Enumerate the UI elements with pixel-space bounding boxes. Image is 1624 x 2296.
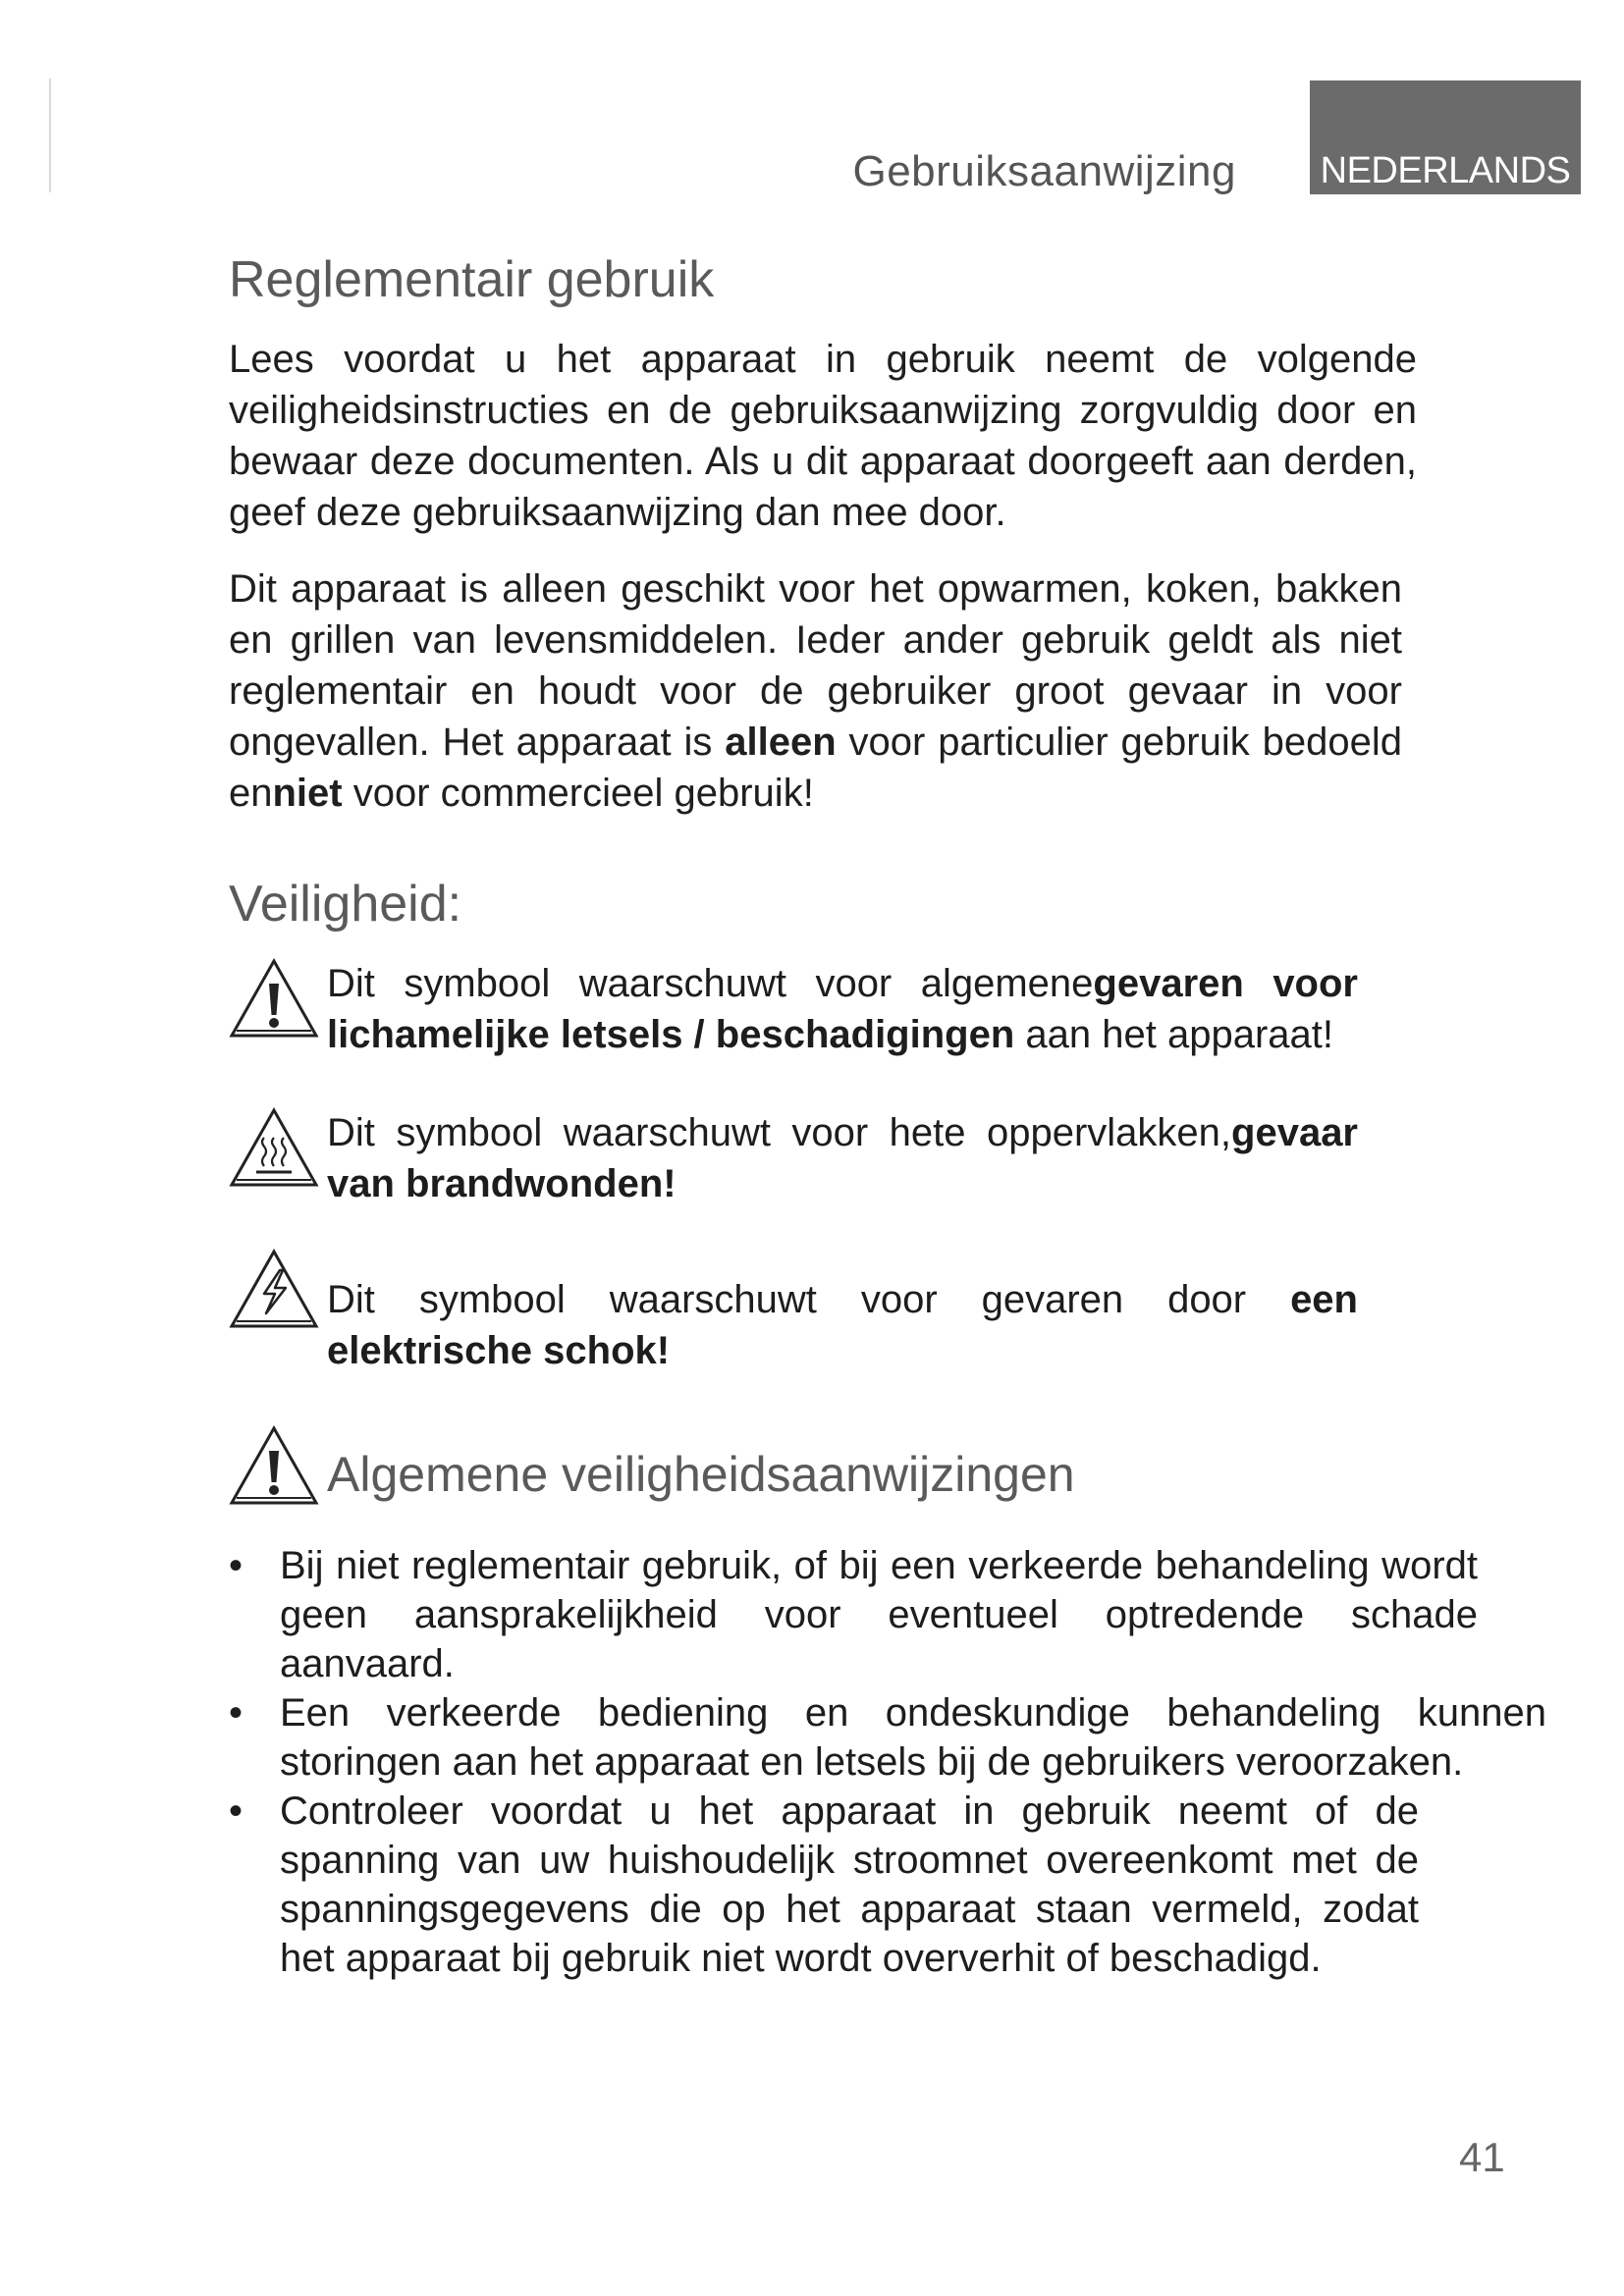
usage-text-1: Dit apparaat is alleen geschikt voor het opwarmen, koken, bakken en grillen van levensmiddelen. Ieder ander gebruik geldt als niet reglementair en houdt voor de gebruiker groot gevaar in voor ongevallen. Het apparaat is: [229, 567, 1402, 764]
warning-exclamation-icon: [229, 958, 319, 1039]
bullet-text: Bij niet reglementair gebruik, of bij een verkeerde behandeling wordt geen aansprakelijkheid voor eventueel optredende schade aanvaard.: [280, 1544, 1478, 1685]
bullet-item: [229, 1787, 1419, 1983]
usage-text-3: voor commercieel gebruik!: [342, 772, 814, 815]
general-safety-header: [229, 1425, 1407, 1514]
safety-bullet-list: [229, 1541, 1546, 1983]
symbol-hot-desc: Dit symbool waarschuwt voor hete oppervlakken,: [327, 1111, 1232, 1154]
language-tab-label: NEDERLANDS: [1320, 150, 1571, 191]
symbol-hot-text: [327, 1107, 1358, 1209]
symbol-electric-text: [327, 1274, 1358, 1376]
symbol-electric-bold: een elektrische schok!: [327, 1278, 1358, 1372]
language-tab: [1310, 80, 1581, 194]
bullet-dot: •: [229, 1691, 244, 1735]
electric-shock-icon: [229, 1249, 319, 1329]
usage-bold-alleen: alleen: [725, 721, 837, 764]
bullet-text: Een verkeerde bediening en ondeskundige behandeling kunnen storingen aan het apparaat en letsels bij de gebruikers veroorzaken.: [280, 1691, 1546, 1784]
symbol-general-desc: Dit symbool waarschuwt voor algemene: [327, 962, 1094, 1005]
section-heading-reglementair: Reglementair gebruik: [229, 251, 715, 308]
symbol-hot-bold: gevaar van brandwonden!: [327, 1111, 1358, 1205]
bullet-dot: •: [229, 1544, 244, 1587]
symbol-general-text: [327, 958, 1358, 1060]
section-heading-veiligheid: Veiligheid:: [229, 876, 462, 933]
symbol-electric-desc: Dit symbool waarschuwt voor gevaren door: [327, 1278, 1291, 1321]
bullet-item: [229, 1688, 1546, 1787]
section-heading-algemene: Algemene veiligheidsaanwijzingen: [327, 1447, 1075, 1502]
header-title: Gebruiksaanwijzing: [852, 147, 1236, 195]
bullet-item: [229, 1541, 1478, 1688]
hot-surface-icon: [229, 1107, 319, 1188]
symbol-general-after: aan het apparaat!: [1014, 1013, 1333, 1056]
usage-paragraph: [229, 563, 1402, 819]
usage-text-2: voor particulier gebruik bedoeld en: [229, 721, 1403, 815]
symbol-general-bold: gevaren voor lichamelijke letsels / beschadigingen: [327, 962, 1358, 1056]
margin-line: [49, 79, 51, 192]
warning-exclamation-icon: [229, 1425, 319, 1506]
page-number: 41: [1459, 2134, 1505, 2180]
bullet-dot: •: [229, 1789, 244, 1833]
bullet-text: Controleer voordat u het apparaat in gebruik neemt of de spanning van uw huishoudelijk stroomnet overeenkomt met de spanningsgegevens die op het apparaat staan vermeld, zodat het apparaat bij gebruik niet wordt oververhit of beschadigd.: [280, 1789, 1419, 1980]
usage-bold-niet: niet: [272, 772, 343, 815]
intro-paragraph: Lees voordat u het apparaat in gebruik neemt de volgende veiligheidsinstructies en de gebruiksaanwijzing zorgvuldig door en bewaar deze documenten. Als u dit apparaat doorgeeft aan derden, geef deze gebruiksaanwijzing dan mee door.: [229, 338, 1417, 534]
